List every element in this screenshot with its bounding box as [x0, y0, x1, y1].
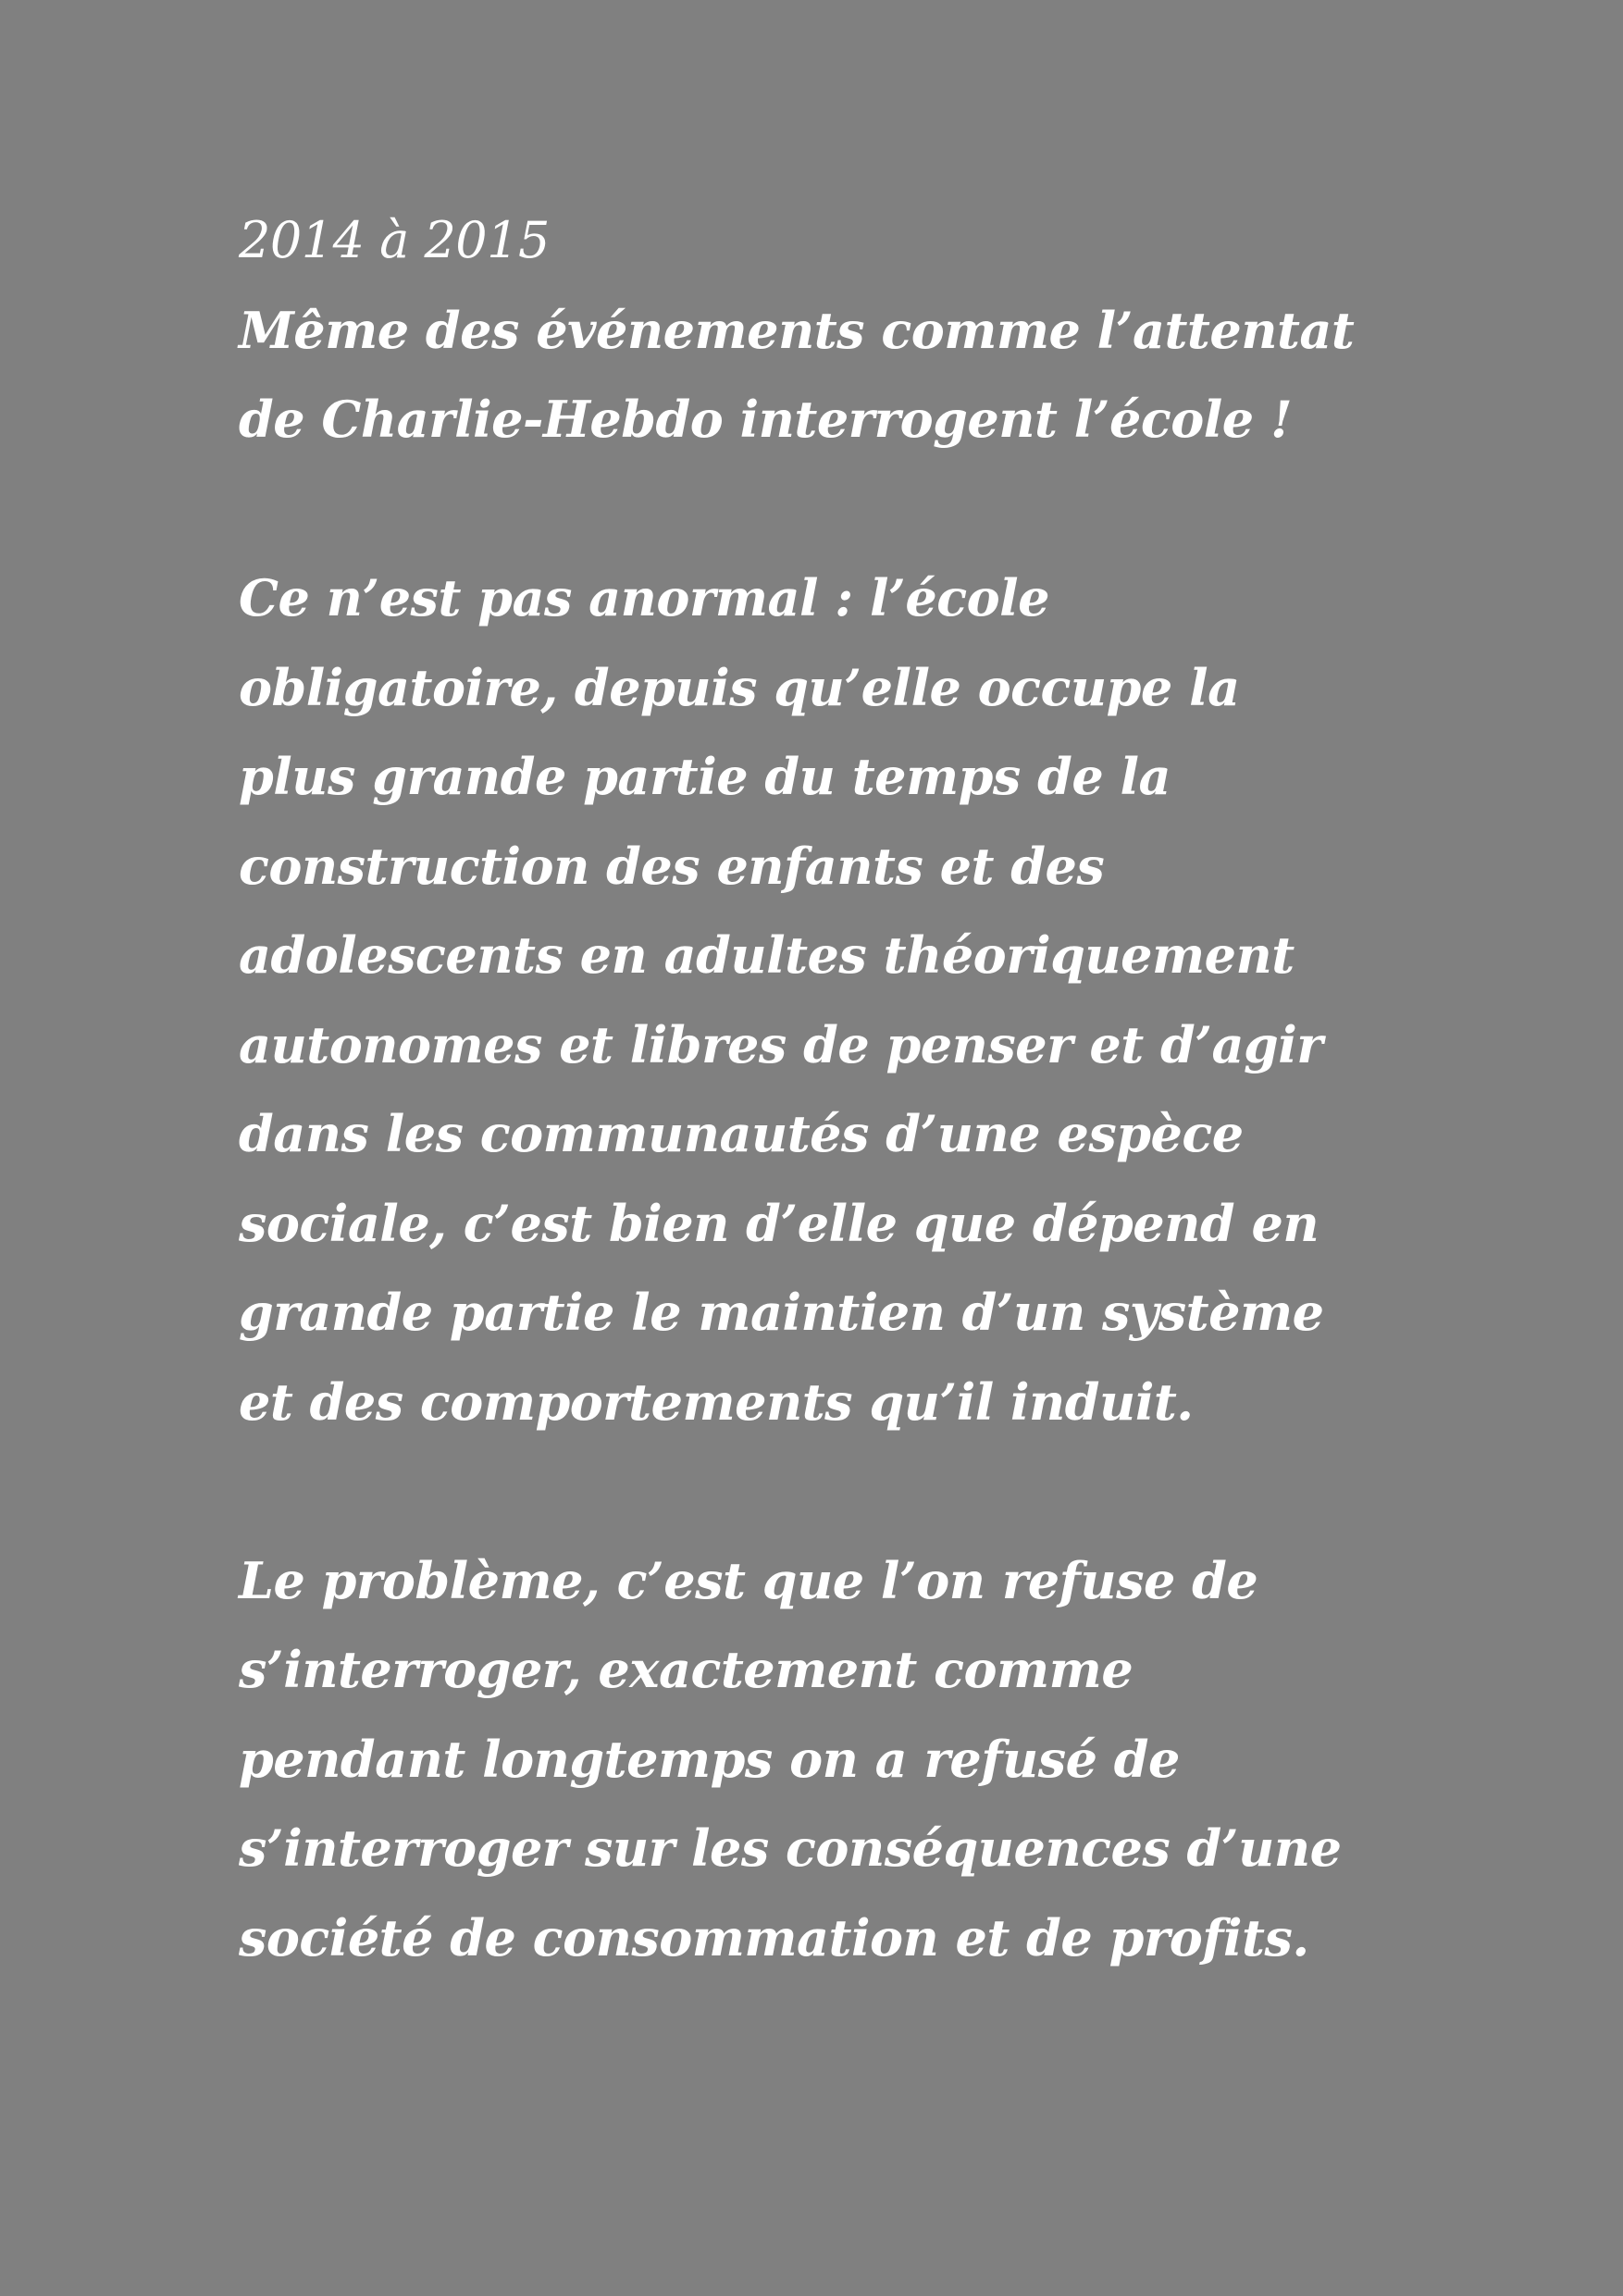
- paragraph-2-line: pendant longtemps on a refusé de: [239, 1729, 1180, 1789]
- paragraph-1-line: Ce n’est pas anormal : l’école: [239, 568, 1049, 627]
- paragraph-1-line: construction des enfants et des: [239, 836, 1105, 896]
- heading-line-2: de Charlie-Hebdo interrogent l’école !: [239, 390, 1293, 449]
- paragraph-1-line: sociale, c’est bien d’elle que dépend en: [239, 1193, 1319, 1253]
- paragraph-1-line: autonomes et libres de penser et d’agir: [239, 1014, 1323, 1074]
- paragraph-1-line: et des comportements qu’il induit.: [239, 1371, 1194, 1432]
- paragraph-1-line: adolescents en adultes théoriquement: [239, 925, 1295, 985]
- paragraph-1-line: plus grande partie du temps de la: [239, 747, 1171, 806]
- paragraph-spacer: [239, 1446, 1488, 1536]
- years-heading: 2014 à 2015: [239, 211, 550, 269]
- paragraph-2-line: s’interroger, exactement comme: [239, 1640, 1134, 1699]
- paragraph-1-line: obligatoire, depuis qu’elle occupe la: [239, 657, 1240, 717]
- paragraph-2-line: société de consommation et de profits.: [239, 1907, 1309, 1967]
- paragraph-1-line: grande partie le maintien d’un système: [239, 1283, 1324, 1342]
- paragraph-spacer: [239, 465, 1488, 554]
- paragraph-2-line: s’interroger sur les conséquences d’une: [239, 1818, 1342, 1878]
- paragraph-1-line: dans les communautés d’une espèce: [239, 1104, 1244, 1163]
- paragraph-2-line: Le problème, c’est que l’on refuse de: [239, 1550, 1258, 1610]
- heading-line-1: Même des événements comme l’attentat: [239, 300, 1355, 360]
- text-block: [239, 196, 1488, 1982]
